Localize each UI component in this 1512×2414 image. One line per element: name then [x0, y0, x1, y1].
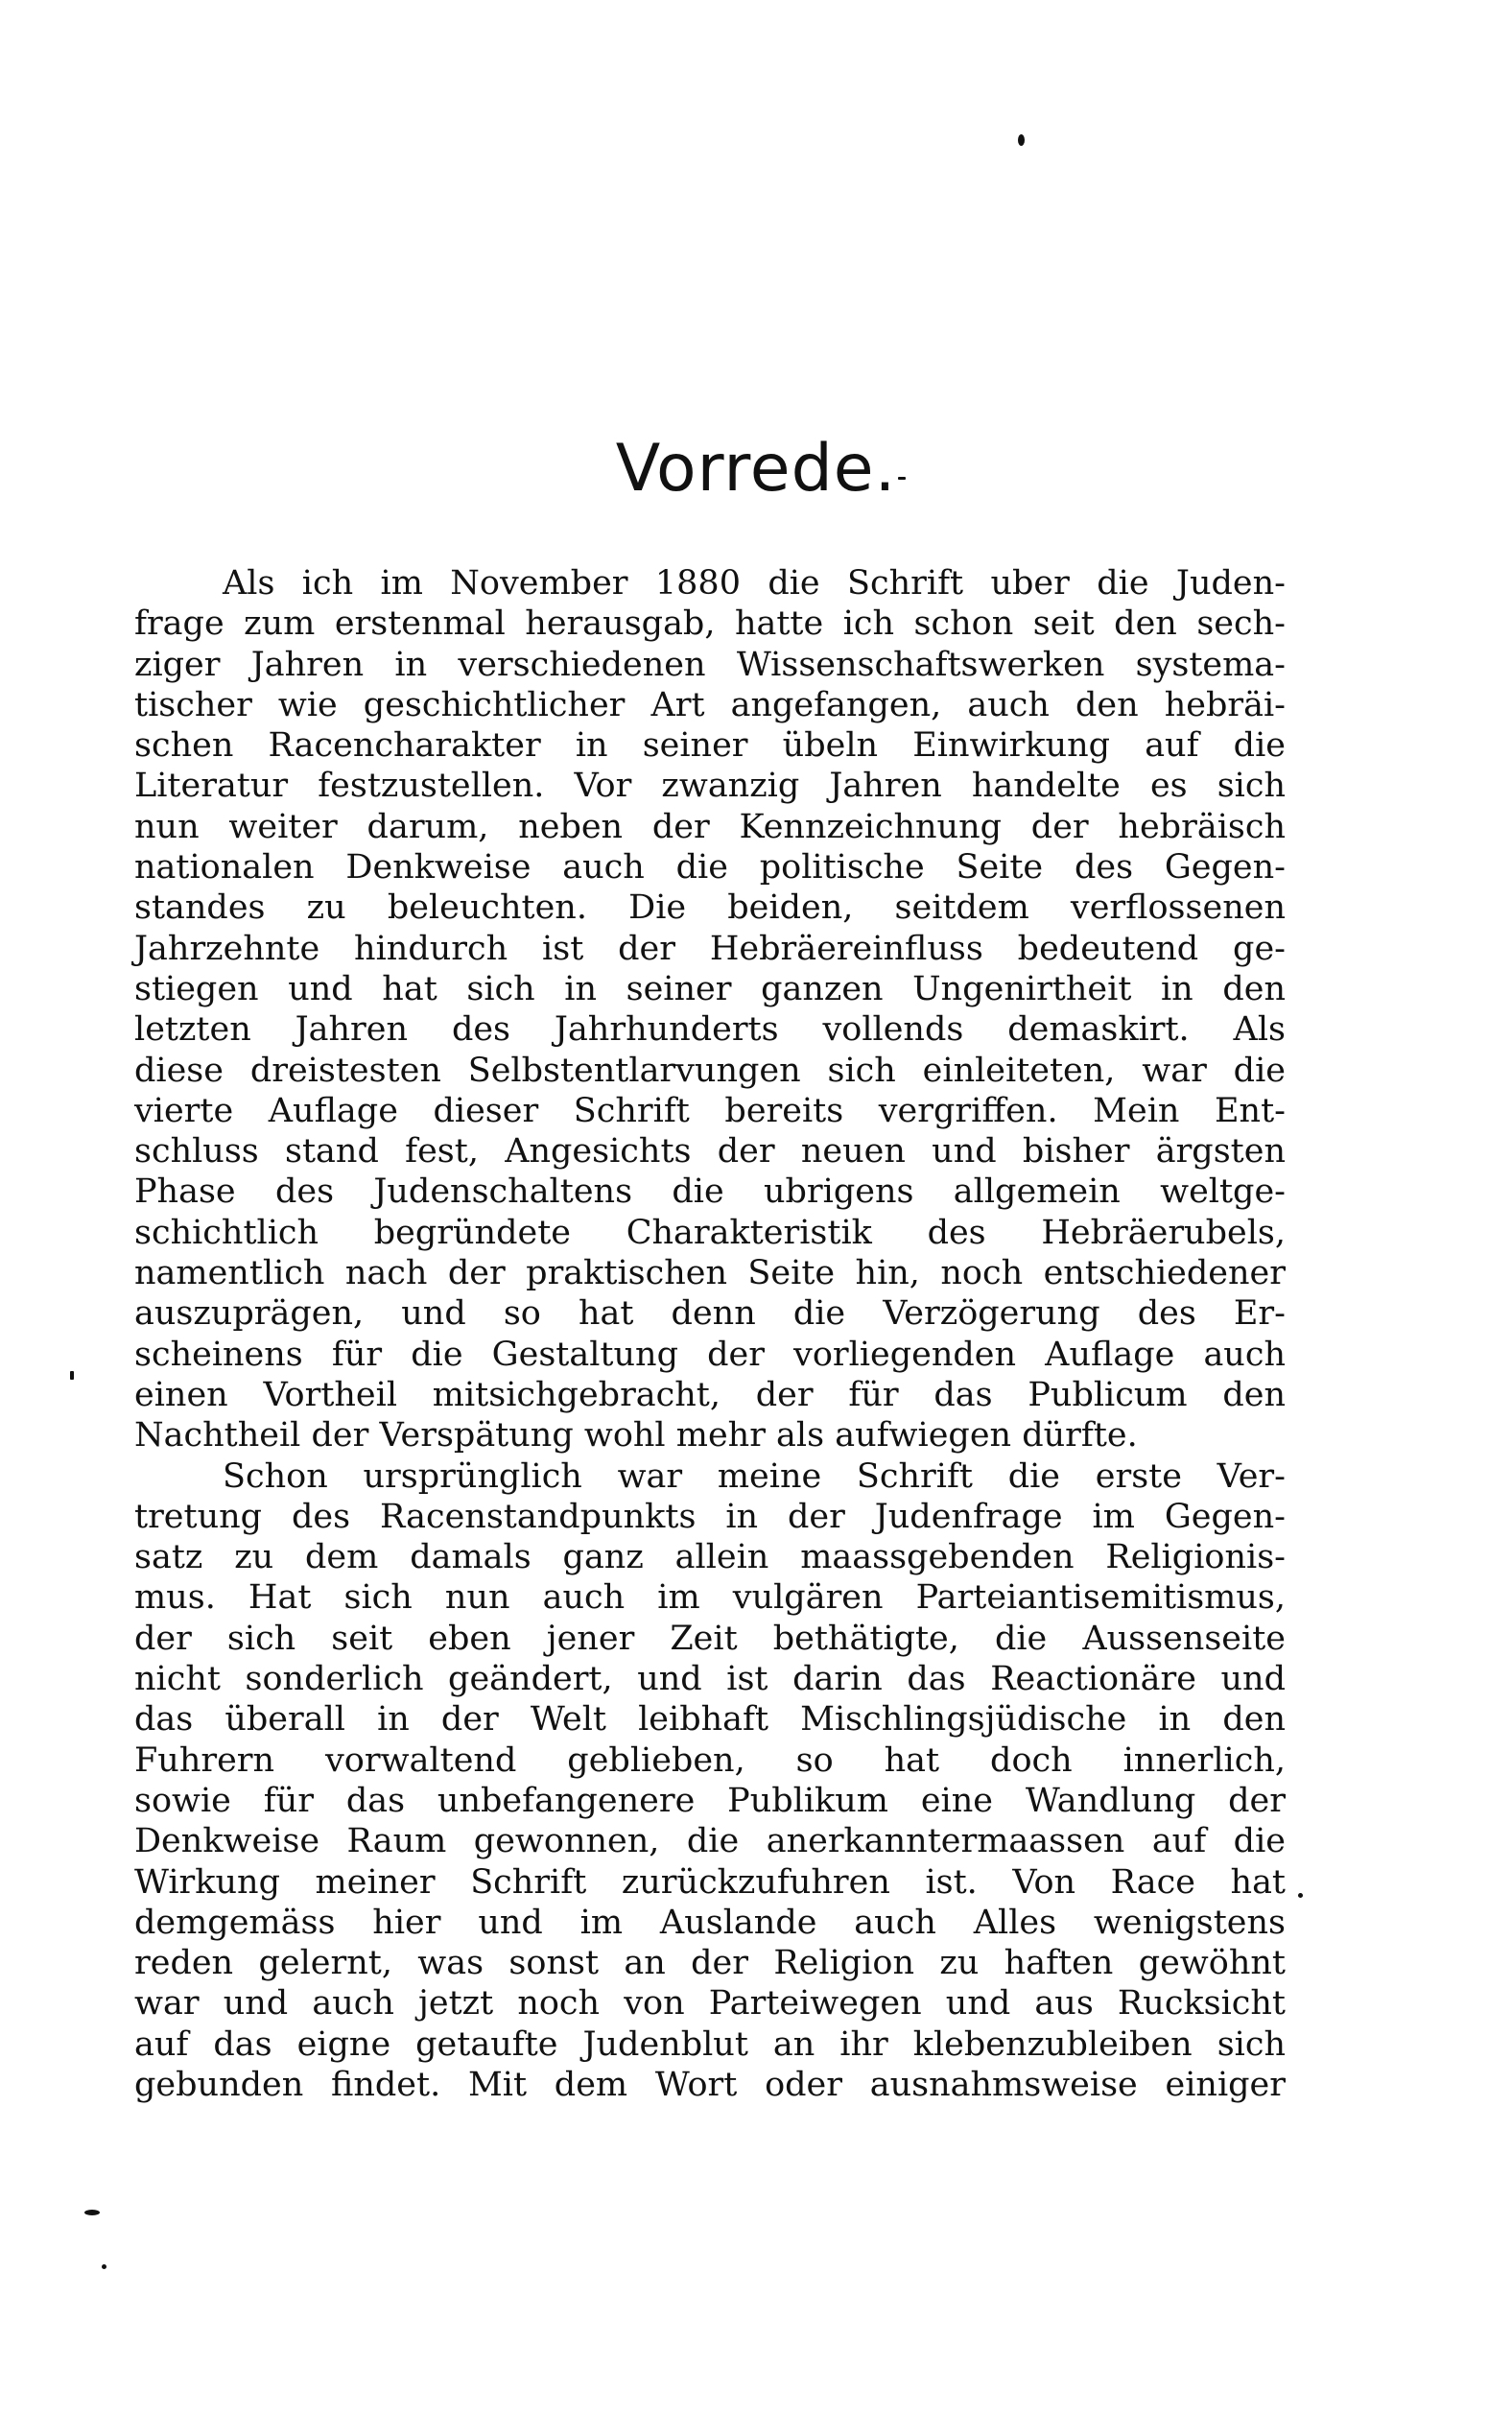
text-line: Schon ursprünglich war meine Schrift die erste Ver- — [223, 1456, 1286, 1496]
text-line: das überall in der Welt leibhaft Mischlingsjüdische in den — [134, 1700, 1286, 1740]
text-line: auszuprägen, und so hat denn die Verzögerung des Er- — [134, 1294, 1286, 1334]
text-line: ziger Jahren in verschiedenen Wissenschaftswerken systema- — [134, 645, 1286, 684]
text-line: stiegen und hat sich in seiner ganzen Ungenirtheit in den — [134, 969, 1286, 1008]
text-line: frage zum erstenmal herausgab, hatte ich schon seit den sech- — [134, 604, 1286, 644]
text-line: Fuhrern vorwaltend geblieben, so hat doch innerlich, — [134, 1740, 1286, 1780]
text-line: nicht sonderlich geändert, und ist darin das Reactionäre und — [134, 1660, 1286, 1699]
text-line: gebunden findet. Mit dem Wort oder ausnahmsweise einiger — [134, 2065, 1286, 2104]
text-line: auf das eigne getaufte Judenblut an ihr klebenzubleiben sich — [134, 2024, 1286, 2064]
text-line: Literatur festzustellen. Vor zwanzig Jahren handelte es sich — [134, 767, 1286, 806]
ink-speck — [102, 2264, 106, 2269]
page-heading: Vorrede. — [615, 431, 897, 507]
ink-speck — [1298, 1893, 1303, 1898]
text-line: mus. Hat sich nun auch im vulgären Parteiantisemitismus, — [134, 1578, 1286, 1618]
text-line: tretung des Racenstandpunkts in der Judenfrage im Gegen- — [134, 1497, 1286, 1536]
preface-body — [134, 563, 1286, 2105]
text-line: scheinens für die Gestaltung der vorliegenden Auflage auch — [134, 1335, 1286, 1374]
text-line: der sich seit eben jener Zeit bethätigte, die Aussenseite — [134, 1619, 1286, 1658]
text-line: diese dreistesten Selbstentlarvungen sich einleiteten, war die — [134, 1051, 1286, 1090]
text-line: reden gelernt, was sonst an der Religion zu haften gewöhnt — [134, 1944, 1286, 1983]
text-line: schen Racencharakter in seiner übeln Einwirkung auf die — [134, 726, 1286, 766]
ink-speck — [84, 2210, 100, 2215]
text-line: Wirkung meiner Schrift zurückzufuhren ist. Von Race hat — [134, 1862, 1286, 1902]
text-line: Denkweise Raum gewonnen, die anerkanntermaassen auf die — [134, 1822, 1286, 1861]
text-line: nun weiter darum, neben der Kennzeichnung der hebräisch — [134, 807, 1286, 846]
text-line: namentlich nach der praktischen Seite hin, noch entschiedener — [134, 1254, 1286, 1293]
text-line: vierte Auflage dieser Schrift bereits vergriffen. Mein Ent- — [134, 1091, 1286, 1130]
text-line: standes zu beleuchten. Die beiden, seitdem verflossenen — [134, 888, 1286, 928]
text-line: Als ich im November 1880 die Schrift uber die Juden- — [223, 564, 1286, 603]
ink-speck — [70, 1371, 74, 1380]
text-line: Nachtheil der Verspätung wohl mehr als aufwiegen dürfte. — [134, 1416, 1138, 1456]
text-line: satz zu dem damals ganz allein maassgebenden Religionis- — [134, 1538, 1286, 1577]
text-line: war und auch jetzt noch von Parteiwegen und aus Rucksicht — [134, 1984, 1286, 2024]
text-line: Jahrzehnte hindurch ist der Hebräereinfluss bedeutend ge- — [134, 929, 1286, 968]
text-line: nationalen Denkweise auch die politische Seite des Gegen- — [134, 848, 1286, 888]
text-line: schluss stand fest, Angesichts der neuen und bisher ärgsten — [134, 1132, 1286, 1172]
text-line: sowie für das unbefangenere Publikum eine Wandlung der — [134, 1781, 1286, 1820]
text-line: schichtlich begründete Charakteristik des Hebräerubels, — [134, 1213, 1286, 1252]
text-line: demgemäss hier und im Auslande auch Alles wenigstens — [134, 1903, 1286, 1942]
text-line: tischer wie geschichtlicher Art angefangen, auch den hebräi- — [134, 685, 1286, 724]
ink-speck — [1018, 134, 1025, 146]
text-line: Phase des Judenschaltens die ubrigens allgemein weltge- — [134, 1172, 1286, 1212]
text-line: einen Vortheil mitsichgebracht, der für das Publicum den — [134, 1375, 1286, 1414]
ink-speck — [898, 477, 906, 480]
text-line: letzten Jahren des Jahrhunderts vollends demaskirt. Als — [134, 1010, 1286, 1050]
